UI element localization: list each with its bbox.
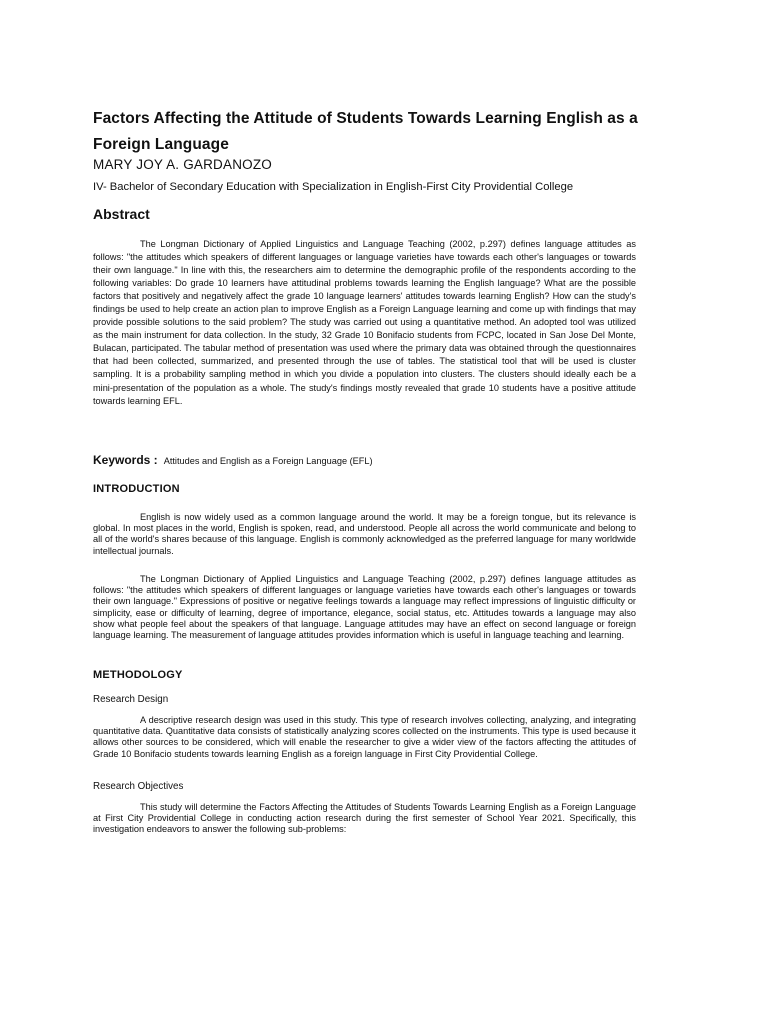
methodology-heading: METHODOLOGY: [93, 669, 183, 681]
introduction-paragraph-2: The Longman Dictionary of Applied Linguistics and Language Teaching (2002, p.297) defines language attitudes as follows: "the attitudes which speakers of different languages or language varieties have towards each other's languages or towards their own language." Expressions of positive or negative feelings towards a language may reflect impressions of linguistic difficulty or simplicity, ease or difficulty of learning, degree of importance, elegance, social status, etc. Attitudes towards a language may also show what people feel about the speakers of that language. Language attitudes may have an effect on second language or foreign language learning. The measurement of language attitudes provides information which is useful in language teaching and learning.: [93, 574, 636, 641]
introduction-paragraph-1: English is now widely used as a common language around the world. It may be a foreign tongue, but its relevance is global. In most places in the world, English is spoken, read, and understood. People all across the world communicate and belong to all of the world's shares because of this language. English is commonly acknowledged as the preferred language for many worldwide intellectual journals.: [93, 512, 636, 556]
research-design-heading: Research Design: [93, 694, 169, 705]
abstract-heading: Abstract: [93, 206, 150, 222]
author-affiliation: IV- Bachelor of Secondary Education with Specialization in English-First City Providential College: [93, 181, 574, 193]
paper-title: Factors Affecting the Attitude of Students Towards Learning English as a Foreign Language: [93, 110, 638, 153]
research-objectives-paragraph: This study will determine the Factors Affecting the Attitudes of Students Towards Learning English as a Foreign Language at First City Providential College in conducting action research during the first semester of School Year 2021. Specifically, this investigation endeavors to answer the following sub-problems:: [93, 802, 636, 835]
author-name: MARY JOY A. GARDANOZO: [93, 157, 272, 172]
keywords-text: Attitudes and English as a Foreign Language (EFL): [163, 456, 373, 466]
research-design-paragraph: A descriptive research design was used in this study. This type of research involves collecting, analyzing, and integrating quantitative data. Quantitative data consists of statistically analyzing scores collected on the instruments. This type is used because it allows other sources to be considered, which will enable the researcher to give a wider view of the factors affecting the attitudes of Grade 10 Bonifacio students towards learning English as a foreign language in First City Providential College.: [93, 715, 636, 759]
abstract-text: The Longman Dictionary of Applied Linguistics and Language Teaching (2002, p.297) defines language attitudes as follows: "the attitudes which speakers of different languages or language varieties have towards each other's languages or towards their own language." In line with this, the researchers aim to determine the demographic profile of the respondents according to the following variables: Do grade 10 learners have attitudinal problems towards learning the English language? What are the possible factors that positively and negatively affect the grade 10 language learners' attitudes towards learning English? How can the study's findings be used to help create an action plan to improve English as a Foreign Language learning and come up with findings that may provide possible solutions to the said problem? The study was carried out using a quantitative method. An adopted tool was utilized as the main instrument for data collection. In the study, 32 Grade 10 Bonifacio students from FCPC, located in San Jose Del Monte, Bulacan, participated. The tabular method of presentation was used where the primary data was obtained through the questionnaires that had been collected, summarized, and presented through the use of tables. The statistical tool that will be used is cluster sampling. It is a probability sampling method in which you divide a population into clusters. The clusters should ideally each be a mini-presentation of the population as a whole. The study's findings mostly revealed that grade 10 students have a positive attitude towards learning EFL.: [93, 239, 636, 406]
research-objectives-heading: Research Objectives: [93, 781, 184, 792]
introduction-heading: INTRODUCTION: [93, 483, 180, 495]
keywords-line: [93, 451, 373, 469]
keywords-label: Keywords :: [93, 453, 158, 467]
